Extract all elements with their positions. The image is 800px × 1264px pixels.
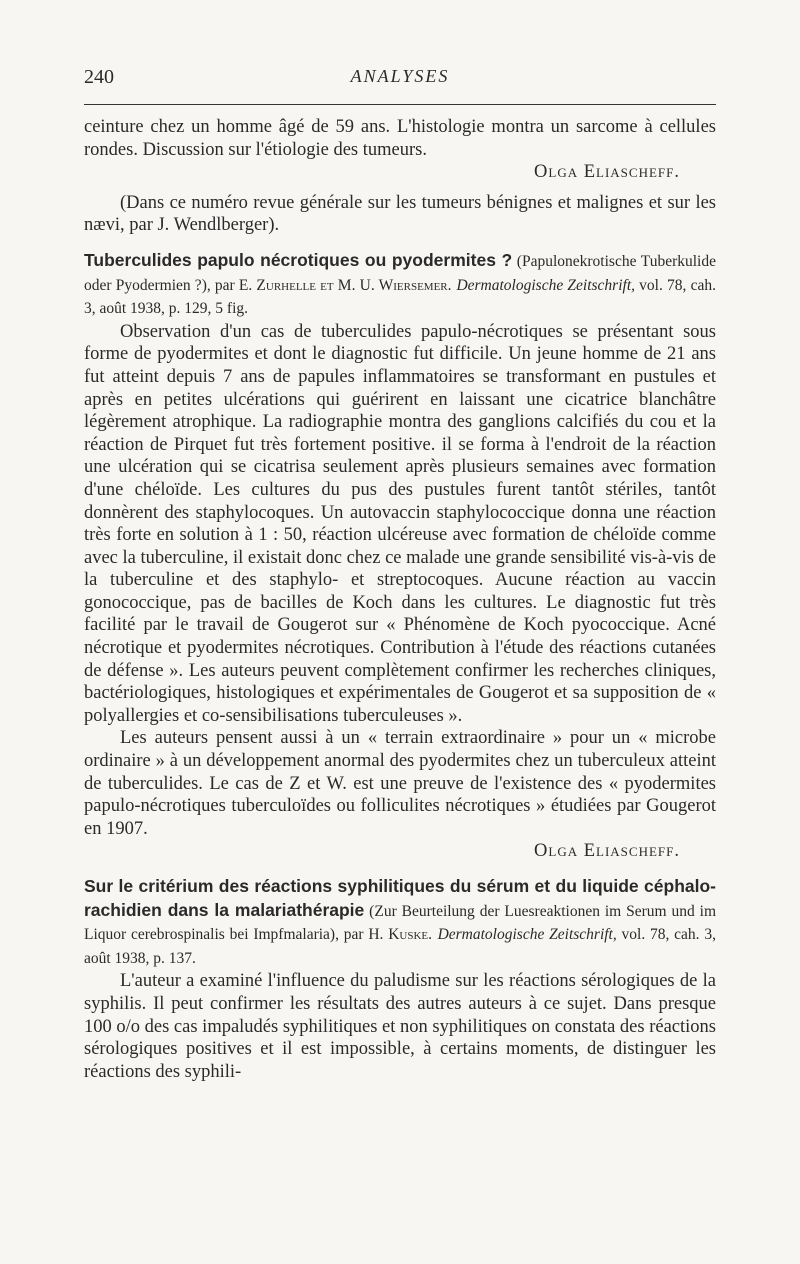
- article-2-heading: [84, 875, 716, 970]
- page-number: 240: [84, 66, 114, 88]
- article-1-paragraph-1: Observation d'un cas de tuberculides papulo-nécrotiques se présentant sous forme de pyodermites et dont le diagnostic fut difficile. Un jeune homme de 21 ans fut atteint depuis 7 ans de papules inflammatoires se transformant en pustules et après en petites ulcérations qui guérirent en laissant une cicatrice blanchâtre légèrement atrophique. La radiographie montra des ganglions calcifiés du cou et la réaction de Pirquet fut très fortement positive. il se forma à l'endroit de la réaction une ulcération qui se cicatrisa seulement après plusieurs semaines avec formation d'une chéloïde. Les cultures du pus des pustules furent tantôt stériles, tantôt donnèrent des staphylocoques. Un autovaccin staphylococcique donna une réaction très forte en solution à 1 : 50, réaction ulcéreuse avec formation de chéloïde comme avec la tuberculine, il existait donc chez ce malade une grande sensibilité vis-à-vis de la tuberculine et des staphylo- et streptocoques. Aucune réaction au vaccin gonococcique, pas de bacilles de Koch dans les cultures. Le diagnostic fut très facilité par le travail de Gougerot sur « Phénomène de Koch pyococcique. Acné nécrotique et pyodermites nécrotiques. Contribution à l'étude des réactions cutanées de défense ». Les auteurs peuvent complètement confirmer les recherches cliniques, bactériologiques, histologiques et expérimentales de Gougerot et sa supposition de « polyallergies et co-sensibilisations tuberculeuses ».: [84, 321, 716, 726]
- article-1-journal: Dermatologische Zeitschrift,: [456, 276, 635, 294]
- previous-abstract-signature: Olga Eliascheff.: [534, 162, 680, 183]
- article-2-authors: H. Kuske.: [368, 926, 433, 944]
- article-2-details: vol. 78, cah. 3, août 1938, p. 137.: [84, 926, 716, 967]
- article-1-signature: Olga Eliascheff.: [534, 841, 680, 862]
- article-1-details: vol. 78, cah. 3, août 1938, p. 129, 5 fig.: [84, 276, 716, 318]
- article-2-paragraph-1: L'auteur a examiné l'influence du paludisme sur les réactions sérologiques de la syphilis. Il peut confirmer les résultats des autres auteurs à ce sujet. Dans presque 100 o/o des cas impaludés syphilitiques et non syphilitiques on constata des réactions sérologiques positives et il est impossible, à certains moments, de distinguer les réactions des syphili-: [84, 971, 716, 1082]
- previous-abstract-end: ceinture chez un homme âgé de 59 ans. L'histologie montra un sarcome à cellules rondes. Discussion sur l'étiologie des tumeurs.: [84, 117, 716, 160]
- page-body: [84, 116, 716, 1083]
- article-1-paragraph-2: Les auteurs pensent aussi à un « terrain extraordinaire » pour un « microbe ordinaire » à un développement anormal des pyodermites chez un tuberculeux atteint de tuberculides. Le cas de Z et W. est une preuve de l'existence des « pyodermites papulo-nécrotiques tuberculoïdes ou folliculites nécrotiques » étudiées par Gougerot en 1907.: [84, 728, 716, 839]
- page-header: [84, 66, 716, 92]
- article-1-heading: [84, 249, 716, 321]
- article-1-authors: E. Zurhelle et M. U. Wiersemer.: [238, 276, 452, 294]
- header-rule: [84, 104, 716, 105]
- article-1-original-title: (Papulonekrotische Tuberkulide oder Pyodermien ?), par: [84, 252, 716, 294]
- article-2-original-title: (Zur Beurteilung der Luesreaktionen im Serum und im Liquor cerebrospinalis bei Impfmalaria), par: [84, 902, 716, 944]
- editorial-note: (Dans ce numéro revue générale sur les tumeurs bénignes et malignes et sur les nævi, par J. Wendlberger).: [84, 192, 716, 236]
- article-1-title: Tuberculides papulo nécrotiques ou pyodermites ?: [84, 249, 513, 270]
- article-2-title: Sur le critérium des réactions syphilitiques du sérum et du liquide céphalo-rachidien dans la malariathérapie: [84, 876, 716, 920]
- running-title: ANALYSES: [350, 66, 450, 86]
- article-2-journal: Dermatologische Zeitschrift,: [437, 926, 617, 944]
